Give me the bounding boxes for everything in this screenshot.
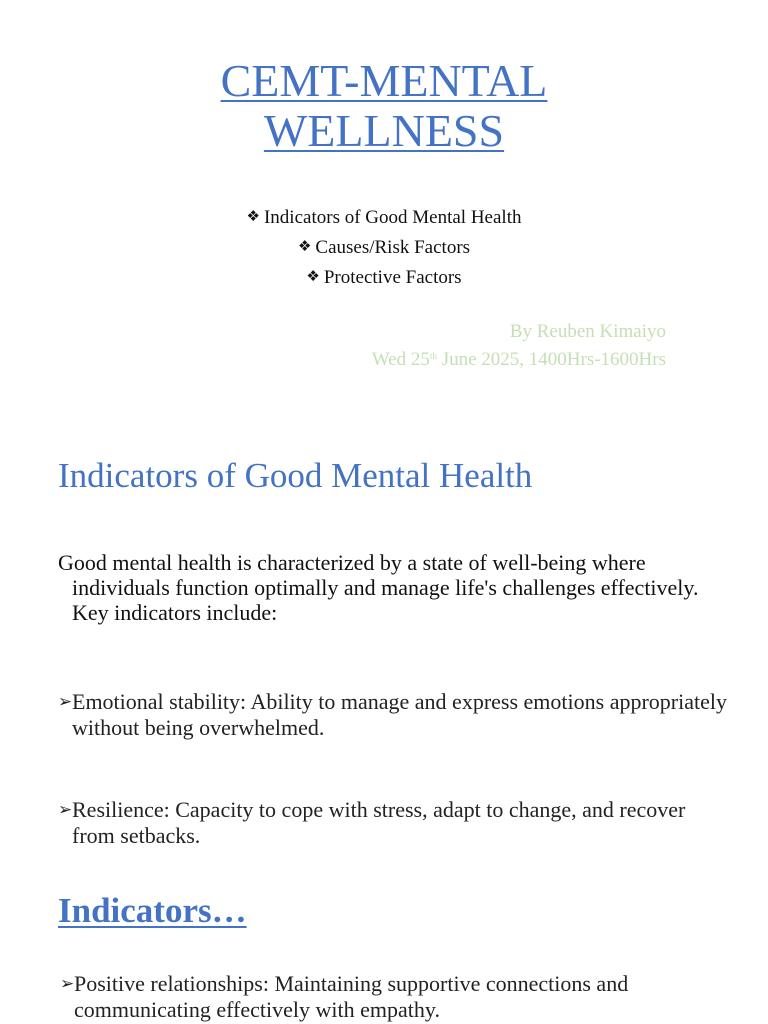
date-superscript: th bbox=[429, 351, 437, 361]
indicator-point bbox=[58, 689, 732, 740]
indicator-point bbox=[58, 797, 732, 848]
indicator-point bbox=[60, 971, 734, 1022]
topic-item bbox=[0, 262, 768, 292]
byline bbox=[372, 318, 666, 374]
indicator-text: Emotional stability: Ability to manage and express emotions appropriately without being overwhelmed. bbox=[72, 689, 727, 740]
topic-list bbox=[0, 202, 768, 292]
topic-item bbox=[0, 232, 768, 262]
main-title-line-1: CEMT-MENTAL bbox=[220, 55, 548, 106]
topic-label: Causes/Risk Factors bbox=[315, 237, 471, 258]
indicator-text: Resilience: Capacity to cope with stress, adapt to change, and recover from setbacks. bbox=[72, 797, 686, 848]
main-title-line-2: WELLNESS bbox=[263, 105, 505, 156]
diamond-bullet-icon: ❖ bbox=[246, 207, 260, 225]
section-heading-indicators: Indicators of Good Mental Health bbox=[58, 456, 533, 495]
arrow-bullet-icon: ➢ bbox=[58, 692, 73, 712]
topic-label: Protective Factors bbox=[323, 267, 462, 288]
arrow-bullet-icon: ➢ bbox=[58, 800, 73, 820]
diamond-bullet-icon: ❖ bbox=[306, 267, 320, 285]
date-suffix: June 2025, 1400Hrs-1600Hrs bbox=[436, 349, 666, 370]
section-heading-indicators-continued: Indicators… bbox=[58, 891, 247, 930]
intro-paragraph: Good mental health is characterized by a state of well-being where individuals function optimally and manage life's challenges effectively. Key indicators include: bbox=[58, 550, 699, 625]
arrow-bullet-icon: ➢ bbox=[60, 974, 75, 994]
session-date bbox=[372, 346, 666, 374]
diamond-bullet-icon: ❖ bbox=[297, 237, 312, 255]
author-name: By Reuben Kimaiyo bbox=[509, 321, 666, 342]
date-prefix: Wed 25 bbox=[371, 349, 430, 370]
indicator-text: Positive relationships: Maintaining supportive connections and communicating effectively with empathy. bbox=[74, 971, 629, 1022]
main-title bbox=[0, 56, 768, 156]
topic-label: Indicators of Good Mental Health bbox=[263, 207, 522, 228]
topic-item bbox=[0, 202, 768, 232]
